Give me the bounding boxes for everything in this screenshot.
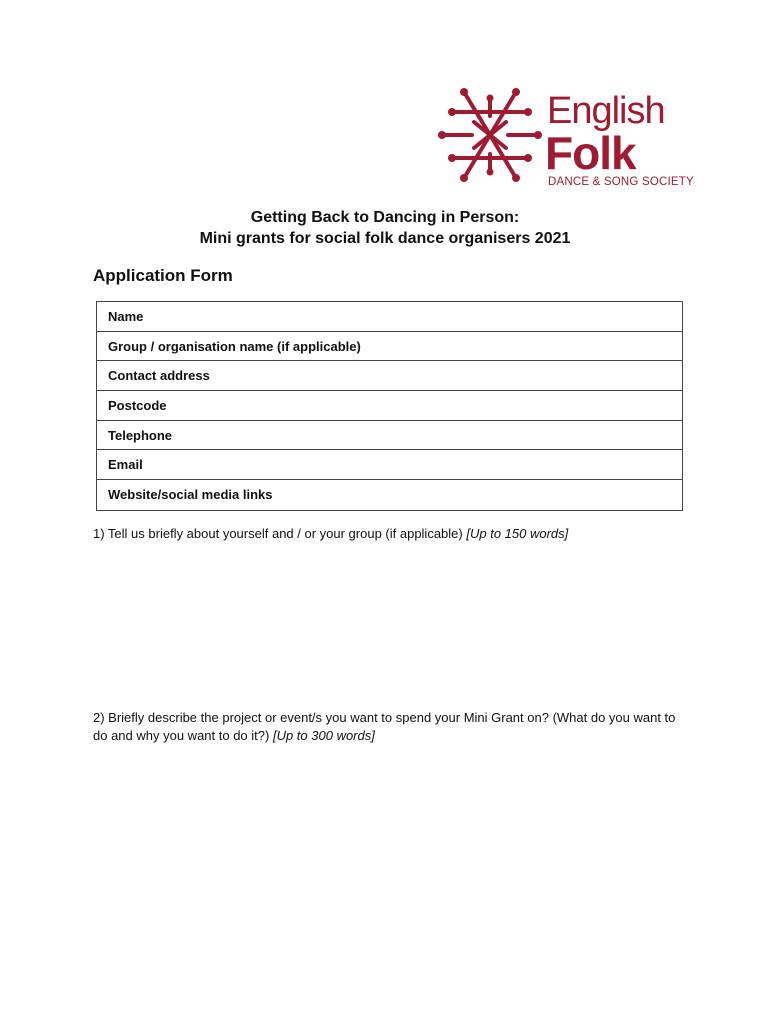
logo-text-folk: Folk	[545, 127, 636, 179]
field-label: Website/social media links	[108, 487, 273, 503]
question-text: 2) Briefly describe the project or event/s you want to spend your Mini Grant on? (What do you want to do and why you want to do it?)	[93, 710, 676, 743]
question-text: 1) Tell us briefly about yourself and / or your group (if applicable)	[93, 526, 463, 541]
field-label: Email	[108, 457, 143, 473]
logo-text-english: English	[547, 90, 665, 132]
field-row-postcode[interactable]	[97, 391, 682, 421]
field-row-name[interactable]	[97, 302, 682, 332]
field-row-website[interactable]	[97, 480, 682, 510]
field-label: Telephone	[108, 427, 173, 443]
question-2	[93, 709, 683, 745]
word-limit-hint: [Up to 150 words]	[466, 526, 569, 541]
snowflake-emblem-icon	[434, 86, 546, 196]
document-subtitle: Mini grants for social folk dance organisers 2021	[199, 230, 571, 247]
document-title: Getting Back to Dancing in Person:	[250, 209, 520, 226]
applicant-details-table	[96, 301, 683, 511]
logo-text-society: DANCE & SONG SOCIETY	[548, 176, 694, 188]
field-label: Postcode	[108, 397, 167, 413]
field-row-contact-address[interactable]	[97, 361, 682, 391]
field-label: Group / organisation name (if applicable)	[108, 338, 361, 354]
field-row-organisation[interactable]	[97, 332, 682, 362]
section-heading: Application Form	[93, 266, 233, 285]
field-row-email[interactable]	[97, 450, 682, 480]
efdss-logo	[434, 86, 694, 196]
field-label: Contact address	[108, 368, 210, 384]
field-row-telephone[interactable]	[97, 421, 682, 451]
word-limit-hint: [Up to 300 words]	[272, 728, 375, 743]
question-1	[93, 525, 683, 543]
field-label: Name	[108, 308, 144, 324]
